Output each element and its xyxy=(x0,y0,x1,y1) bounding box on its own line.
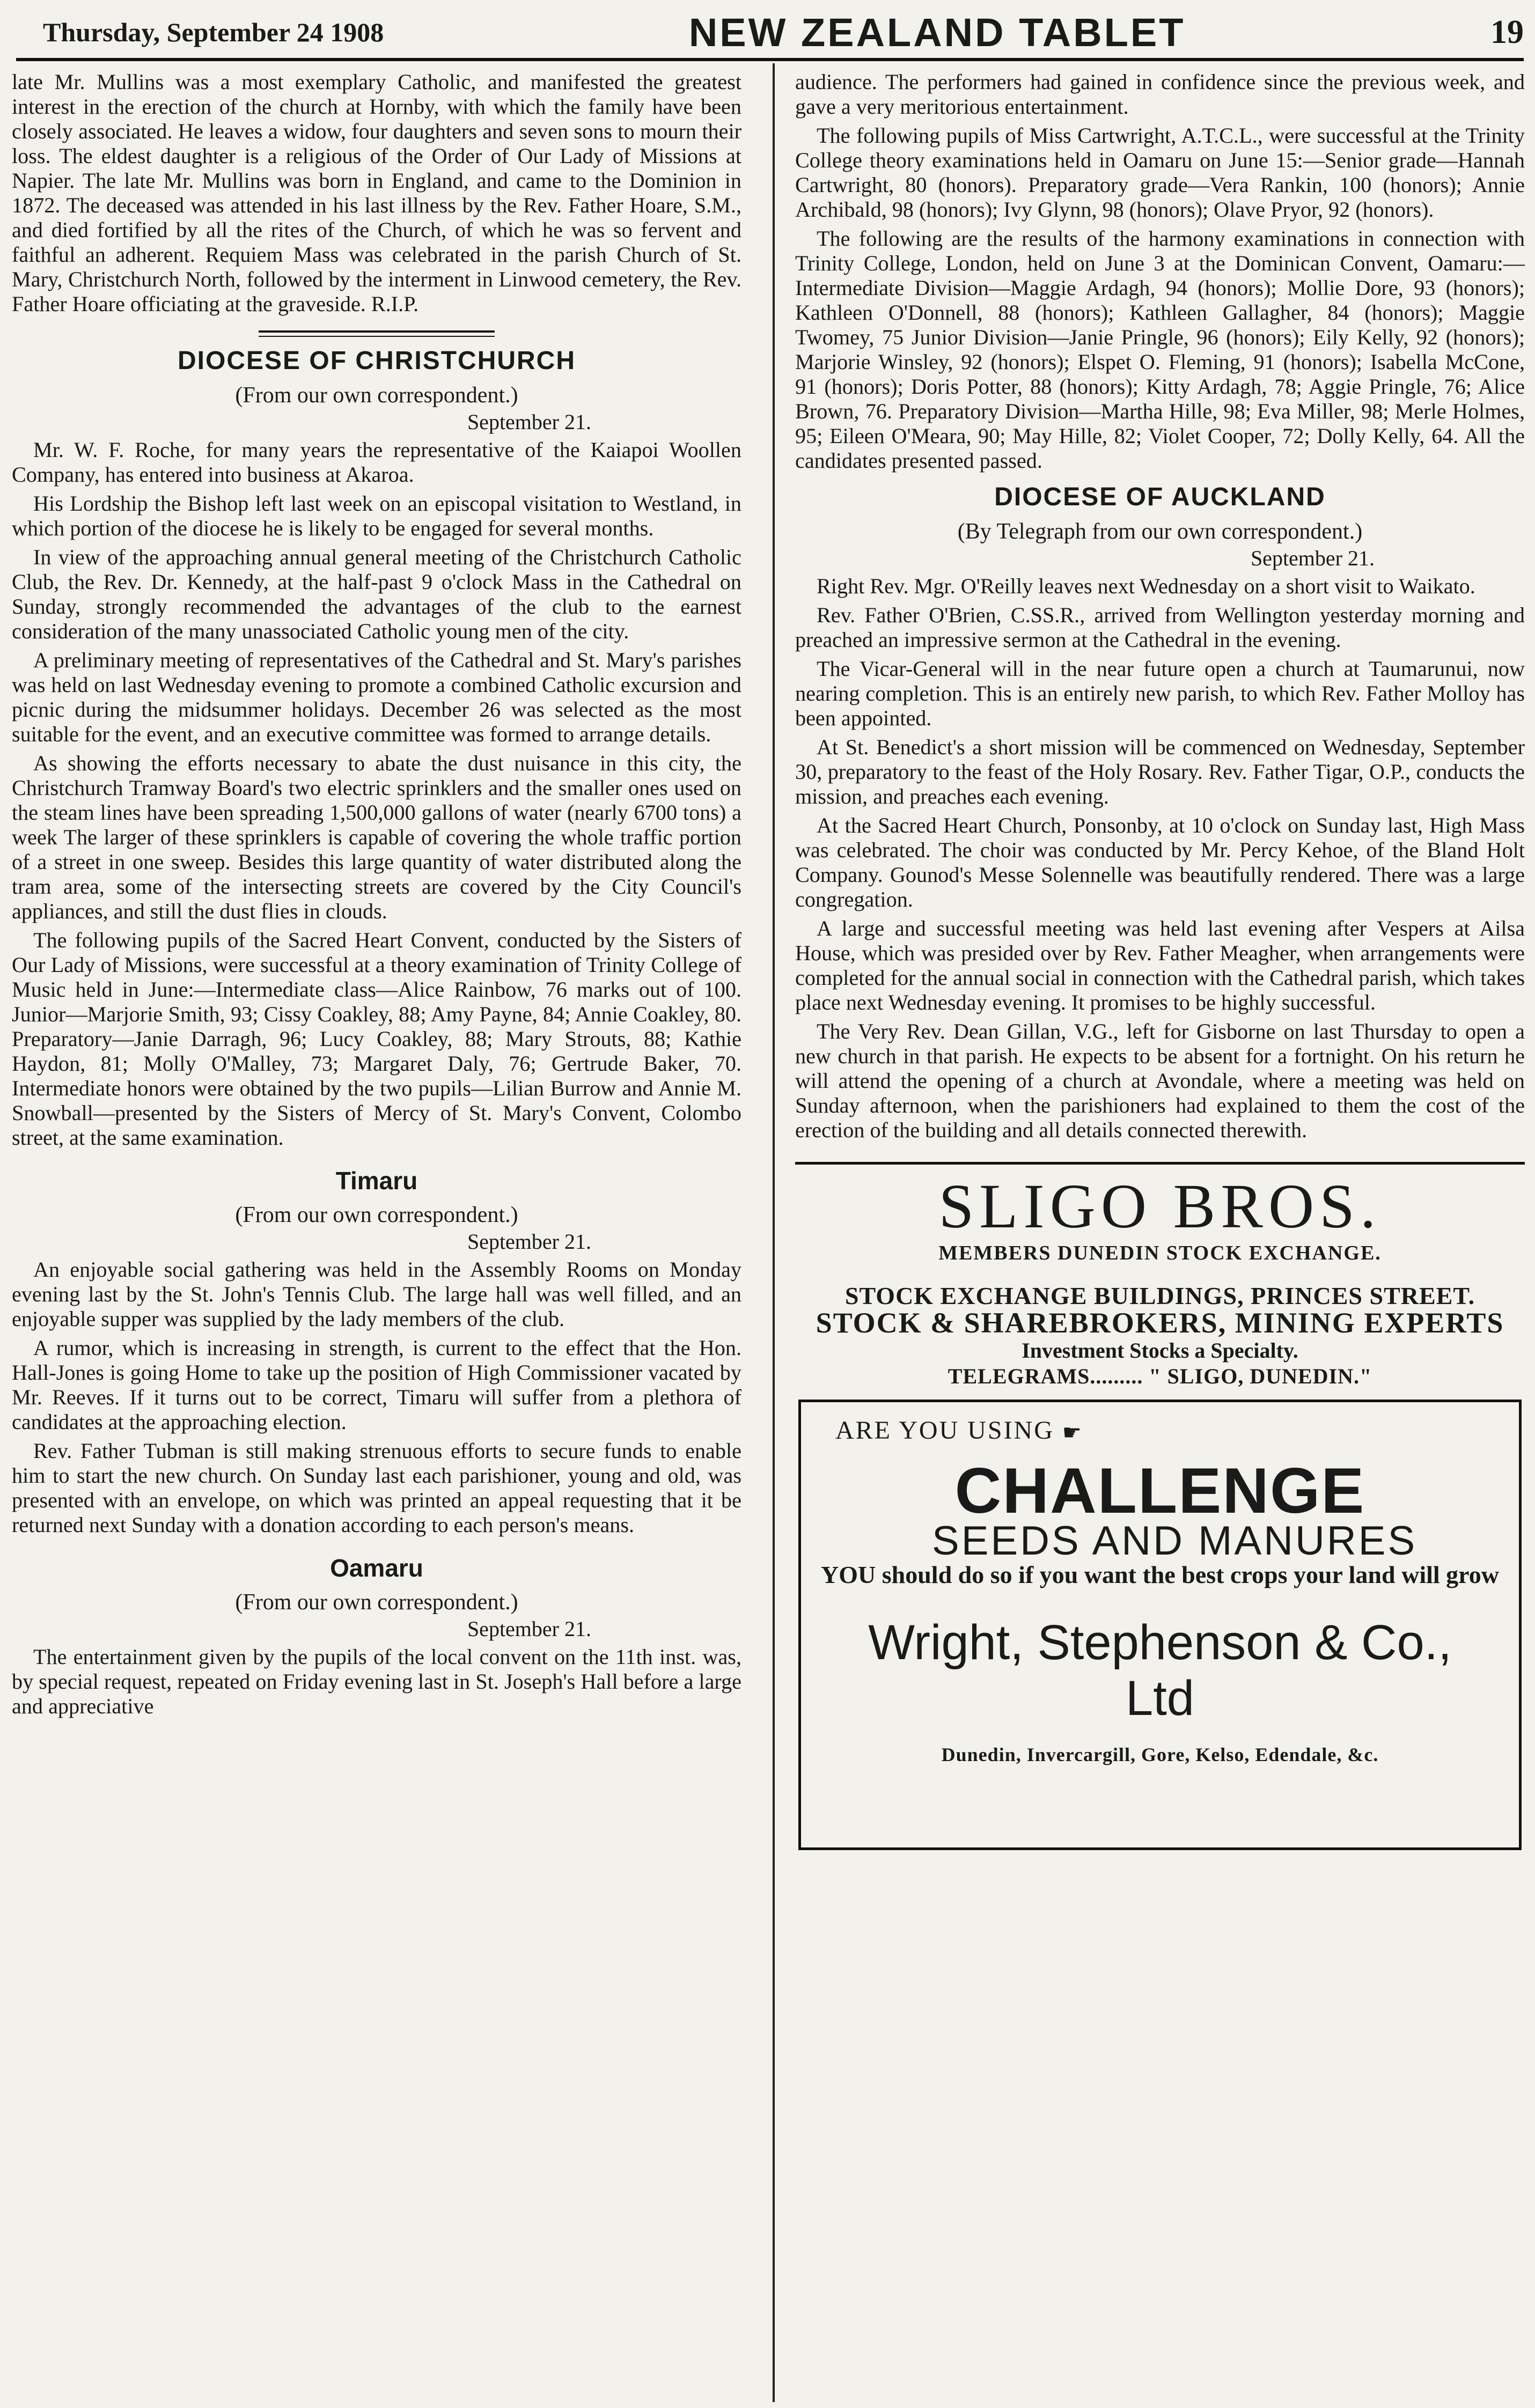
oamaru-heading: Oamaru xyxy=(330,1554,423,1582)
advert-rule xyxy=(795,1162,1525,1165)
page-number: 19 xyxy=(1490,13,1524,50)
auckland-date: September 21. xyxy=(1250,546,1375,570)
paragraph: In view of the approaching annual general meeting of the Christchurch Catholic Club, the Rev. Dr. Kennedy, at the half-past 9 o'clock Mass in the Cathedral on Sunday, strongly recommended the advantages of the club to the earnest consideration of the many unassociated Catholic young men of the city. xyxy=(12,545,741,643)
challenge-brand: CHALLENGE xyxy=(954,1454,1365,1527)
firm-name: Wright, Stephenson & Co., xyxy=(868,1615,1452,1670)
challenge-ask xyxy=(814,1418,1506,1445)
issue-date: Thursday, September 24 1908 xyxy=(43,17,384,47)
paragraph: Rev. Father Tubman is still making strenuous efforts to secure funds to enable him to start the new church. On Sunday last each parishioner, young and old, was presented with an envelope, on which was printed an appeal requesting that it be returned next Sunday with a donation according to each person's means. xyxy=(12,1439,741,1537)
paragraph: At St. Benedict's a short mission will be commenced on Wednesday, September 30, preparatory to the feast of the Holy Rosary. Rev. Father Tigar, O.P., conducts the mission, and preaches each evening. xyxy=(795,735,1525,808)
sligo-telegrams: TELEGRAMS......... " SLIGO, DUNEDIN." xyxy=(948,1364,1372,1388)
paragraph: Mr. W. F. Roche, for many years the representative of the Kaiapoi Woollen Company, has entered into business at Akaroa. xyxy=(12,438,741,487)
challenge-advert xyxy=(798,1400,1522,1850)
timaru-correspondent: (From our own correspondent.) xyxy=(235,1203,518,1227)
paragraph: At the Sacred Heart Church, Ponsonby, at 10 o'clock on Sunday last, High Mass was celebrated. The choir was conducted by Mr. Percy Kehoe, of the Bland Holt Company. Gounod's Messe Solennelle was beautifully rendered. There was a large congregation. xyxy=(795,813,1525,911)
firm-branches: Dunedin, Invercargill, Gore, Kelso, Edendale, &c. xyxy=(941,1743,1379,1765)
section-rule xyxy=(259,330,495,337)
sligo-advert xyxy=(795,1171,1525,1389)
right-column xyxy=(795,70,1525,2403)
paragraph: The Vicar-General will in the near future open a church at Taumarunui, now nearing completion. This is an entirely new parish, to which Rev. Father Molloy has been appointed. xyxy=(795,657,1525,730)
sligo-name: SLIGO BROS. xyxy=(938,1171,1382,1241)
obituary-continued: late Mr. Mullins was a most exemplary Catholic, and manifested the greatest interest in the erection of the church at Hornby, with which the family have been closely associated. He leaves a widow, four daughters and seven sons to mourn their loss. The eldest daughter is a religious of the Order of Our Lady of Missions at Napier. The late Mr. Mullins was born in England, and came to the Dominion in 1872. The deceased was attended in his last illness by the Rev. Father Hoare, S.M., and died fortified by all the rites of the Church, of which he was so fervent and faithful an adherent. Requiem Mass was celebrated in the parish Church of St. Mary, Christchurch North, followed by the interment in Linwood cemetery, the Rev. Father Hoare officiating at the graveside. R.I.P. xyxy=(12,70,741,316)
paragraph: His Lordship the Bishop left last week on an episcopal visitation to Westland, in which portion of the diocese he is likely to be engaged for several months. xyxy=(12,491,741,540)
challenge-product: SEEDS AND MANURES xyxy=(932,1518,1418,1564)
paragraph: The Very Rev. Dean Gillan, V.G., left for Gisborne on last Thursday to open a new church in that parish. He expects to be absent for a fortnight. On his return he will attend the opening of a church at Avondale, where a meeting was held on Sunday afternoon, when the parishioners had explained to them the cost of the erection of the building and all details connected therewith. xyxy=(795,1019,1525,1142)
timaru-heading: Timaru xyxy=(335,1167,418,1195)
sligo-address: STOCK EXCHANGE BUILDINGS, PRINCES STREET. xyxy=(844,1282,1475,1309)
left-column xyxy=(12,70,741,2403)
paragraph: Rev. Father O'Brien, C.SS.R., arrived from Wellington yesterday morning and preached an impressive sermon at the Cathedral in the evening. xyxy=(795,603,1525,652)
challenge-ask-text: ARE YOU USING xyxy=(835,1416,1054,1445)
paragraph: The following are the results of the harmony examinations in connection with Trinity College, London, held on June 3 at the Dominican Convent, Oamaru:—Intermediate Division—Maggie Ardagh, 94 (honors); Mollie Dore, 93 (honors); Kathleen O'Donnell, 88 (honors); Kathleen Gallagher, 84 (honors); Maggie Twomey, 75 Junior Division—Janie Pringle, 96 (honors); Eily Kelly, 92 (honors); Marjorie Winsley, 92 (honors); Elspet O. Fleming, 91 (honors); Isabella McCone, 91 (honors); Doris Potter, 88 (honors); Kitty Ardagh, 78; Aggie Pringle, 76; Alice Brown, 76. Preparatory Division—Martha Hille, 98; Eva Miller, 98; Merle Holmes, 95; Eileen O'Meara, 90; May Hille, 82; Violet Cooper, 72; Dolly Kelly, 64. All the candidates presented passed. xyxy=(795,226,1525,473)
oamaru-date: September 21. xyxy=(467,1617,591,1641)
challenge-pitch: YOU should do so if you want the best crops your land will grow xyxy=(821,1560,1499,1588)
column-divider xyxy=(773,63,775,2402)
christchurch-date: September 21. xyxy=(467,410,591,434)
oamaru-correspondent: (From our own correspondent.) xyxy=(235,1590,518,1615)
paragraph: audience. The performers had gained in confidence since the previous week, and gave a very meritorious entertainment. xyxy=(795,70,1525,119)
paragraph: An enjoyable social gathering was held in the Assembly Rooms on Monday evening last by the St. John's Tennis Club. The large hall was well filled, and an enjoyable supper was supplied by the lady members of the club. xyxy=(12,1257,741,1331)
paragraph: A preliminary meeting of representatives of the Cathedral and St. Mary's parishes was held on last Wednesday evening to promote a combined Catholic excursion and picnic during the midsummer holidays. December 26 was selected as the most suitable for the event, and an executive committee was formed to arrange details. xyxy=(12,648,741,746)
paragraph: A rumor, which is increasing in strength, is current to the effect that the Hon. Hall-Jones is going Home to take up the position of High Commissioner vacated by Mr. Reeves. If it turns out to be correct, Timaru will suffer from a plethora of candidates at the approaching election. xyxy=(12,1336,741,1434)
timaru-date: September 21. xyxy=(467,1229,591,1254)
paragraph: The entertainment given by the pupils of the local convent on the 11th inst. was, by special request, repeated on Friday evening last in St. Joseph's Hall before a large and appreciative xyxy=(12,1645,741,1718)
christchurch-correspondent: (From our own correspondent.) xyxy=(235,383,518,408)
masthead-rule xyxy=(16,58,1524,61)
sligo-specialty: Investment Stocks a Specialty. xyxy=(1022,1338,1298,1363)
pointing-hand-icon: ☛ xyxy=(1062,1420,1083,1445)
masthead xyxy=(43,8,1524,57)
sligo-trades: STOCK & SHAREBROKERS, MINING EXPERTS xyxy=(816,1307,1504,1339)
paragraph: Right Rev. Mgr. O'Reilly leaves next Wednesday on a short visit to Waikato. xyxy=(817,574,1475,598)
paragraph: The following pupils of Miss Cartwright, A.T.C.L., were successful at the Trinity College theory examinations held in Oamaru on June 15:—Senior grade—Hannah Cartwright, 80 (honors). Preparatory grade—Vera Rankin, 100 (honors); Annie Archibald, 98 (honors); Ivy Glynn, 98 (honors); Olave Pryor, 92 (honors). xyxy=(795,123,1525,222)
christchurch-heading: DIOCESE OF CHRISTCHURCH xyxy=(177,347,576,375)
paragraph: A large and successful meeting was held last evening after Vespers at Ailsa House, which was presided over by Rev. Father Meagher, when arrangements were completed for the annual social in connection with the Cathedral parish, which takes place next Wednesday evening. It promises to be highly successful. xyxy=(795,916,1525,1014)
publication-title: NEW ZEALAND TABLET xyxy=(688,10,1186,55)
firm-ltd: Ltd xyxy=(1126,1670,1194,1726)
auckland-heading: DIOCESE OF AUCKLAND xyxy=(994,483,1326,511)
auckland-correspondent: (By Telegraph from our own correspondent.) xyxy=(957,519,1363,544)
paragraph: The following pupils of the Sacred Heart Convent, conducted by the Sisters of Our Lady of Missions, were successful at a theory examination of Trinity College of Music held in June:—Intermediate class—Alice Rainbow, 76 marks out of 100. Junior—Marjorie Smith, 93; Cissy Coakley, 88; Amy Payne, 84; Annie Coakley, 80. Preparatory—Janie Darragh, 96; Lucy Coakley, 88; Mary Strouts, 88; Kathie Haydon, 81; Molly O'Malley, 73; Margaret Daly, 76; Gertrude Baker, 70. Intermediate honors were obtained by the two pupils—Lilian Burrow and Annie M. Snowball—presented by the Sisters of Mercy of St. Mary's Convent, Colombo street, at the same examination. xyxy=(12,928,741,1150)
sligo-members: MEMBERS DUNEDIN STOCK EXCHANGE. xyxy=(938,1242,1382,1264)
paragraph: As showing the efforts necessary to abate the dust nuisance in this city, the Christchurch Tramway Board's two electric sprinklers and the smaller ones used on the steam lines have been spreading 1,500,000 gallons of water (nearly 6700 tons) a week The larger of these sprinklers is capable of covering the whole traffic portion of a street in one sweep. Besides this large quantity of water distributed along the tram area, some of the intersecting streets are covered by the City Council's appliances, and still the dust flies in clouds. xyxy=(12,751,741,923)
